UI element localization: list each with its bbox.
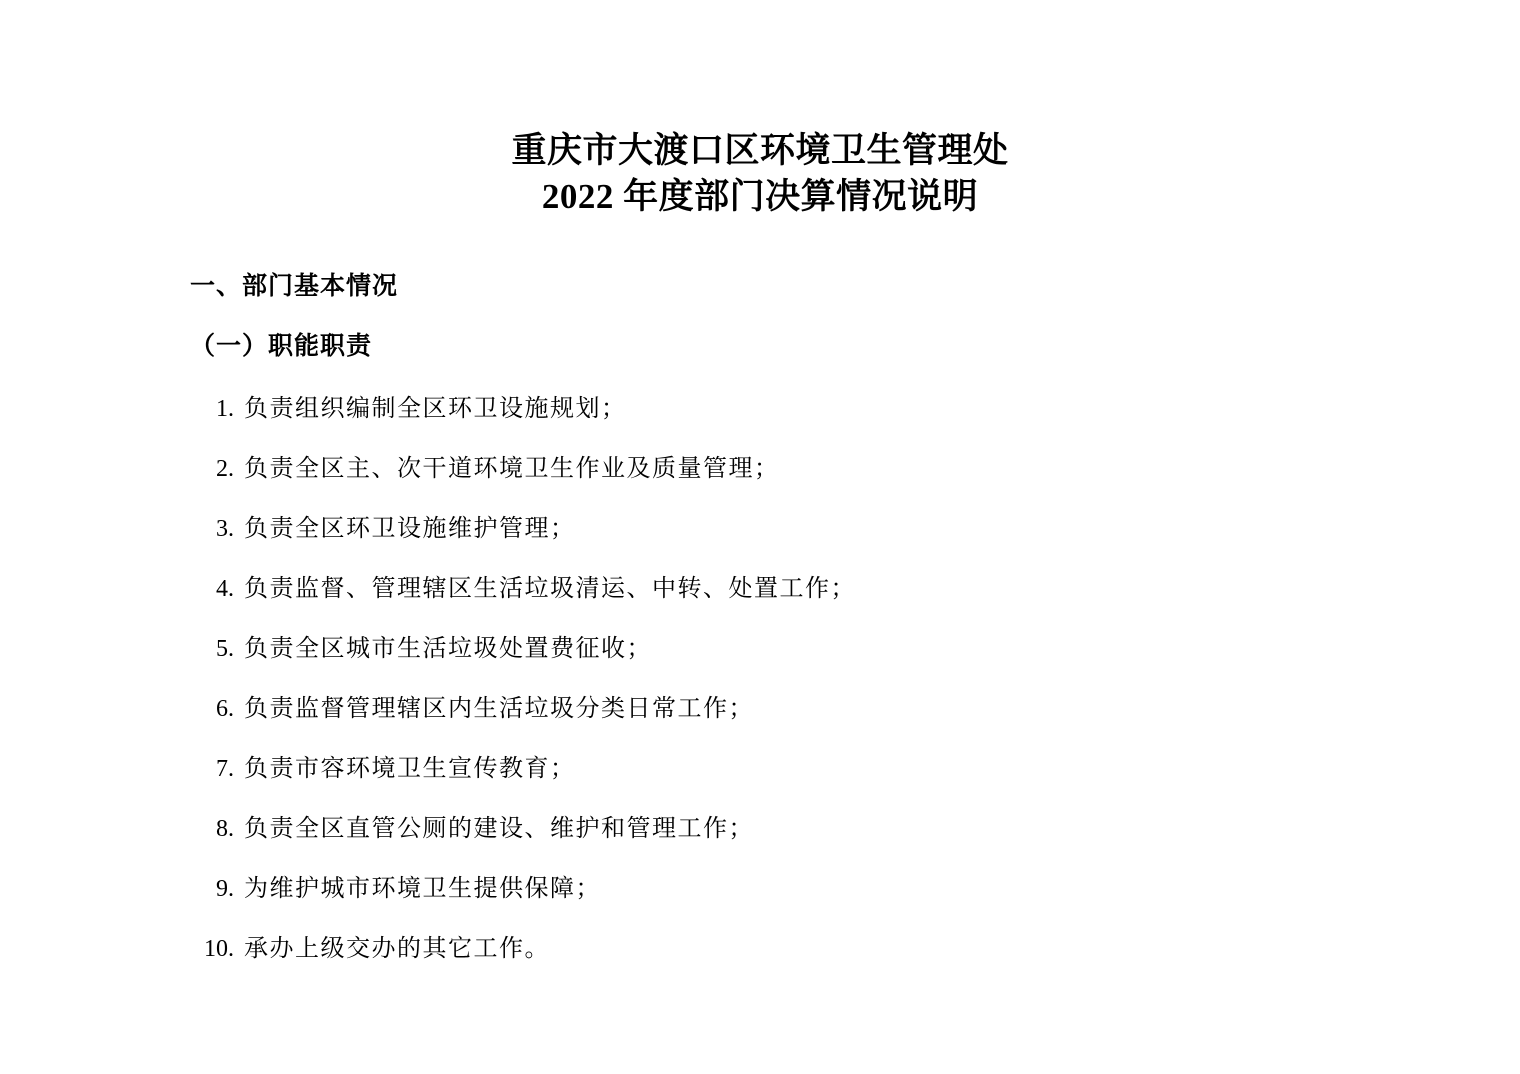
list-item-number: 3. xyxy=(216,516,234,543)
list-item xyxy=(190,787,1330,847)
title-line-2: 2022 年度部门决算情况说明 xyxy=(541,177,979,217)
list-item-text: 负责市容环境卫生宣传教育； xyxy=(244,756,576,783)
page-title xyxy=(190,0,1330,220)
list-item-text: 负责监督管理辖区内生活垃圾分类日常工作； xyxy=(244,696,754,723)
list-item xyxy=(190,847,1330,907)
list-item-text: 负责全区主、次干道环境卫生作业及质量管理； xyxy=(244,456,780,483)
list-item xyxy=(190,365,1330,427)
list-item-text: 负责组织编制全区环卫设施规划； xyxy=(244,396,627,423)
section-heading: 一、部门基本情况 xyxy=(190,273,399,301)
list-item xyxy=(190,667,1330,727)
list-item-text: 负责全区城市生活垃圾处置费征收； xyxy=(244,636,652,663)
list-item-number: 5. xyxy=(216,636,234,663)
list-item xyxy=(190,487,1330,547)
list-item-number: 2. xyxy=(216,456,234,483)
list-item-number: 10. xyxy=(204,936,234,963)
duties-list xyxy=(190,365,1330,967)
list-item xyxy=(190,427,1330,487)
list-item xyxy=(190,727,1330,787)
list-item-text: 承办上级交办的其它工作。 xyxy=(244,936,550,963)
list-item xyxy=(190,607,1330,667)
list-item-number: 1. xyxy=(216,396,234,423)
list-item-text: 负责全区直管公厕的建设、维护和管理工作； xyxy=(244,816,754,843)
list-item-number: 9. xyxy=(216,876,234,903)
list-item-text: 为维护城市环境卫生提供保障； xyxy=(244,876,601,903)
list-item xyxy=(190,907,1330,967)
list-item-number: 7. xyxy=(216,756,234,783)
sub-heading: （一）职能职责 xyxy=(190,332,373,360)
list-item-number: 6. xyxy=(216,696,234,723)
list-item-text: 负责全区环卫设施维护管理； xyxy=(244,516,576,543)
list-item-number: 8. xyxy=(216,816,234,843)
title-line-1: 重庆市大渡口区环境卫生管理处 xyxy=(511,131,1009,170)
list-item-text: 负责监督、管理辖区生活垃圾清运、中转、处置工作； xyxy=(244,576,856,603)
list-item xyxy=(190,547,1330,607)
list-item-number: 4. xyxy=(216,576,234,603)
